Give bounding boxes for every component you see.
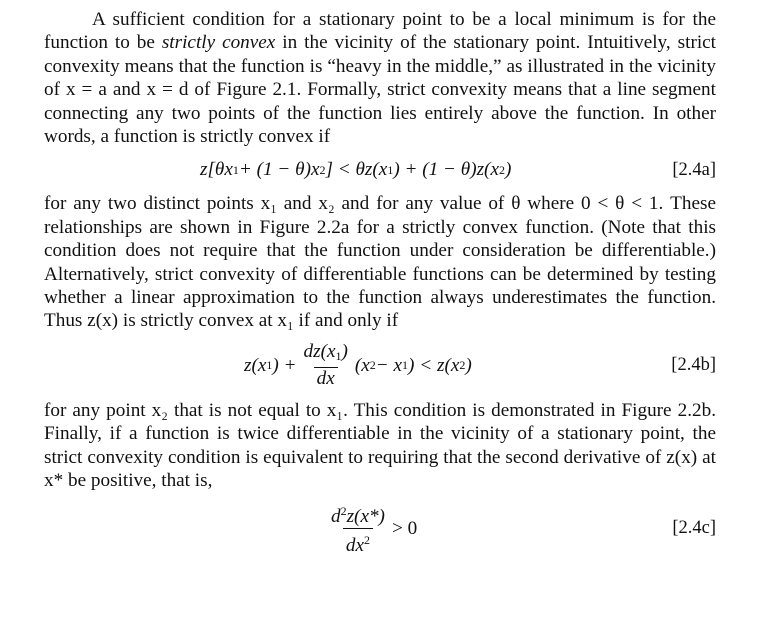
eq-b-part: − x — [375, 354, 403, 376]
eq-b-part: (x — [354, 354, 370, 376]
eq-a-sub: 1 — [387, 162, 394, 177]
equation-2-4c — [44, 493, 716, 565]
equation-2-4b-body — [244, 333, 472, 399]
equation-number-2-4a: [2.4a] — [672, 159, 716, 180]
equation-2-4a — [44, 148, 716, 192]
eq-a-sub: 1 — [232, 162, 239, 177]
eq-b-part: ) — [465, 354, 472, 376]
paragraph-2: for any two distinct points x₁ and x₂ and for any value of θ where 0 < θ < 1. These relationships are shown in Figure 2.2a for a strictly convex function. (Note that this condition does not require that the function under consideration be differentiable.) Alternatively, strict convexity of differentiable functions can be determined by testing whether a linear approximation to the function always underestimates the function. Thus z(x) is strictly convex at x₁ if and only if — [44, 193, 716, 332]
eq-a-part: z[θx — [200, 159, 233, 181]
equation-2-4b — [44, 333, 716, 399]
eq-b-part: ) < z(x — [408, 354, 460, 376]
eq-b-part: ) + — [272, 354, 297, 376]
eq-a-sub: 2 — [319, 162, 326, 177]
eq-a-part: ] < θz(x — [325, 159, 388, 181]
paragraph-1 — [44, 8, 716, 148]
paragraph-3: for any point x₂ that is not equal to x₁. This condition is demonstrated in Figure 2.2b. Finally, if a function is twice differentiable in the vicinity of a stationary point, the strict convexity condition is equivalent to requiring that the second derivative of z(x) at x* be positive, that is, — [44, 399, 716, 492]
emphasis-strictly-convex: strictly convex — [161, 32, 276, 54]
eq-b-sub: 2 — [459, 358, 466, 373]
eq-c-rhs: > 0 — [391, 517, 418, 539]
eq-b-part: dz(x — [303, 341, 336, 363]
eq-b-denominator: dx — [314, 367, 338, 390]
eq-a-part: + (1 − θ)x — [238, 159, 320, 181]
eq-b-sub: 1 — [402, 358, 409, 373]
eq-c-part: z(x*) — [346, 506, 385, 527]
eq-c-part: dx — [345, 535, 365, 556]
equation-number-2-4c: [2.4c] — [672, 518, 716, 538]
eq-c-part: d — [331, 506, 341, 527]
eq-c-sup: 2 — [364, 533, 371, 547]
equation-number-2-4b: [2.4b] — [671, 355, 716, 376]
eq-b-part: z(x — [244, 354, 267, 376]
eq-a-part: ) + (1 − θ)z(x — [393, 159, 499, 181]
eq-b-fraction — [301, 341, 351, 390]
eq-b-sub: 2 — [369, 358, 376, 373]
equation-2-4a-body — [200, 148, 511, 192]
eq-b-sub: 1 — [335, 349, 342, 364]
paragraph-1-text-b: in the vicinity of the stationary point. Intuitively, strict convexity means that the function is “heavy in the middle,” as illustrated in the vicinity of x = a and x = d of Figure 2.1. Formally, strict convexity means that a line segment connecting any two points of the function lies entirely above the function. In other words, a function is strictly convex if — [44, 32, 717, 148]
eq-c-fraction — [328, 500, 388, 557]
eq-a-sub: 2 — [498, 162, 505, 177]
eq-c-sup: 2 — [340, 504, 347, 518]
eq-c-numerator — [328, 500, 388, 528]
eq-a-part: ) — [504, 159, 512, 181]
equation-2-4c-body — [324, 493, 417, 565]
eq-b-part: ) — [341, 341, 348, 363]
eq-b-numerator — [301, 341, 351, 367]
document-page — [44, 8, 716, 565]
eq-c-denominator — [343, 528, 373, 557]
eq-b-sub: 1 — [266, 358, 273, 373]
paragraph-1-text-a: A sufficient condition for a stationary point to be a local minimum is for the function to be — [44, 9, 716, 54]
